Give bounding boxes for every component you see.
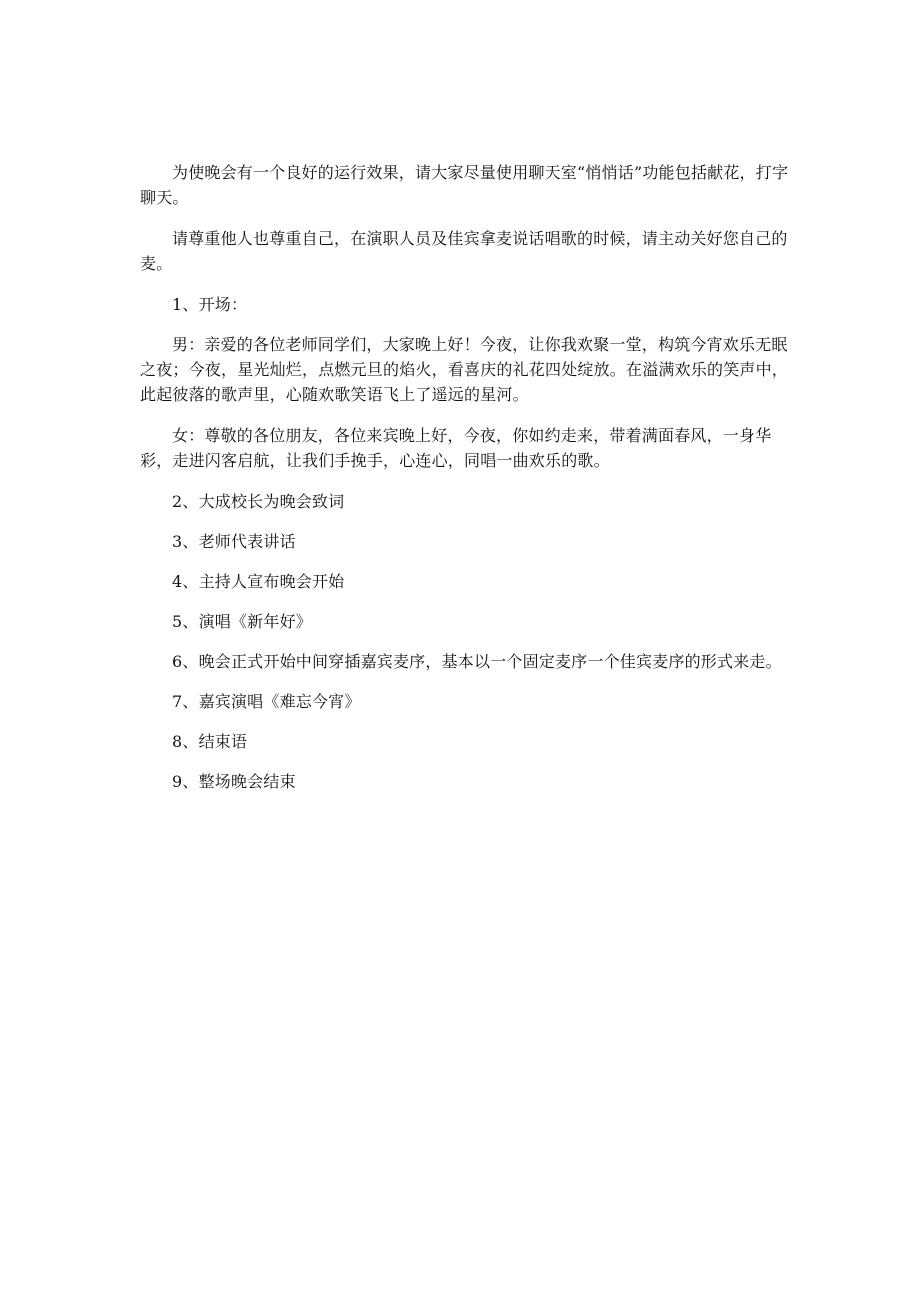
male-host-speech: 男：亲爱的各位老师同学们，大家晚上好！今夜，让你我欢聚一堂，构筑今宵欢乐无眠之夜；今夜，星光灿烂，点燃元旦的焰火，看喜庆的礼花四处绽放。在溢满欢乐的笑声中，此起彼落的歌声里，心随欢歌笑语飞上了遥远的星河。 bbox=[140, 335, 789, 404]
program-item: 4、主持人宣布晚会开始 bbox=[172, 572, 345, 591]
program-item: 7、嘉宾演唱《难忘今宵》 bbox=[172, 692, 361, 711]
intro-paragraph-1: 为使晚会有一个良好的运行效果，请大家尽量使用聊天室“悄悄话”功能包括献花，打字聊天。 bbox=[140, 163, 789, 207]
program-item: 6、晚会正式开始中间穿插嘉宾麦序，基本以一个固定麦序一个佳宾麦序的形式来走。 bbox=[172, 652, 782, 671]
program-item: 5、演唱《新年好》 bbox=[172, 612, 312, 631]
program-item: 2、大成校长为晚会致词 bbox=[172, 492, 345, 511]
program-item: 9、整场晚会结束 bbox=[172, 772, 296, 791]
intro-paragraph-2: 请尊重他人也尊重自己，在演职人员及佳宾拿麦说话唱歌的时候，请主动关好您自己的麦。 bbox=[140, 229, 788, 273]
program-item: 3、老师代表讲话 bbox=[172, 532, 296, 551]
program-item: 8、结束语 bbox=[172, 732, 248, 751]
document-body bbox=[140, 160, 790, 809]
female-host-speech: 女：尊敬的各位朋友，各位来宾晚上好，今夜，你如约走来，带着满面春风，一身华彩，走进闪客启航，让我们手挽手，心连心，同唱一曲欢乐的歌。 bbox=[140, 426, 772, 470]
section-opening-heading: 1、开场： bbox=[172, 295, 248, 314]
